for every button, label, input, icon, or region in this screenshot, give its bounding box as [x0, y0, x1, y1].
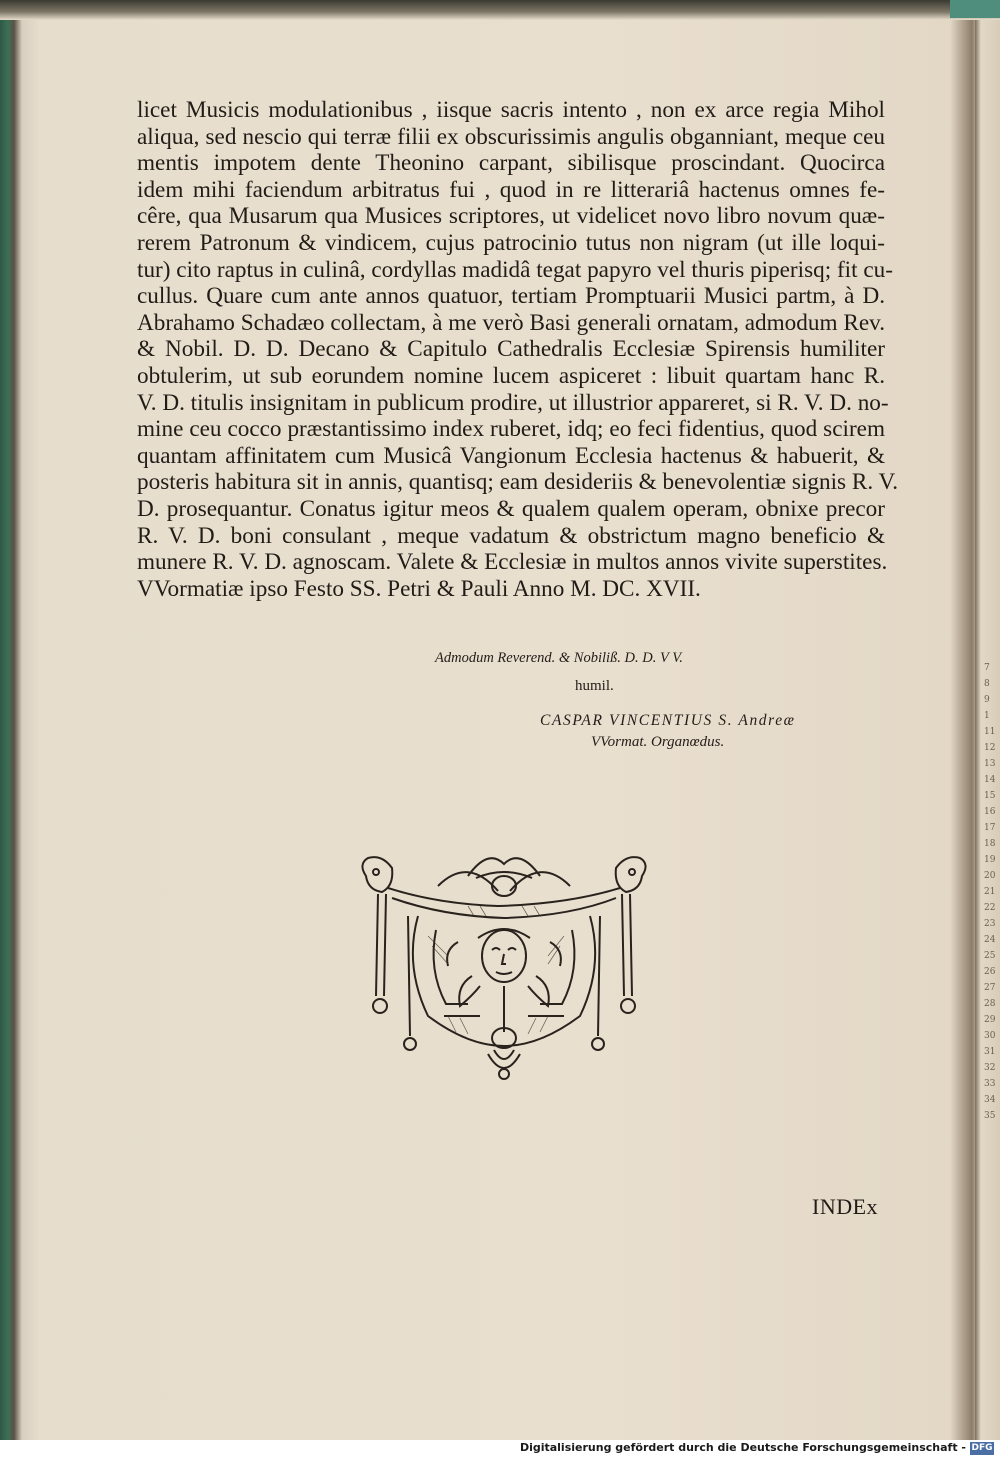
- text-line: rerem Patronum & vindicem, cujus patrocinio tutus non nigram (ut ille loqui-: [137, 229, 885, 256]
- margin-number: 18: [984, 839, 996, 849]
- text-line: obtulerim, ut sub eorundem nomine lucem aspiceret : libuit quartam hanc R.: [137, 362, 885, 389]
- margin-number: 34: [984, 1095, 996, 1105]
- footer-bar: [0, 1440, 1000, 1458]
- margin-number: 12: [984, 743, 996, 753]
- text-line: tur) cito raptus in culinâ, cordyllas madidâ tegat papyro vel thuris piperisq; fit cu-: [137, 256, 893, 283]
- margin-number: 13: [984, 759, 996, 769]
- margin-number: 28: [984, 999, 996, 1009]
- margin-number: 11: [984, 727, 996, 737]
- text-line: quantam affinitatem cum Musicâ Vangionum Ecclesia hactenus & habuerit, &: [137, 442, 885, 469]
- margin-number: 1: [984, 711, 990, 721]
- author-role: VVormat. Organœdus.: [591, 734, 725, 750]
- margin-number: 8: [984, 679, 990, 689]
- text-line: & Nobil. D. D. Decano & Capitulo Cathedralis Ecclesiæ Spirensis humiliter: [137, 336, 885, 363]
- text-line: mine ceu cocco præstantissimo index ruberet, idq; eo feci fidentius, quod scirem: [137, 416, 885, 443]
- margin-number: 16: [984, 807, 996, 817]
- margin-number: 25: [984, 951, 996, 961]
- text-line: munere R. V. D. agnoscam. Valete & Ecclesiæ in multos annos vivite superstites.: [137, 549, 888, 576]
- humil-label: humil.: [575, 678, 614, 694]
- margin-number: 27: [984, 983, 996, 993]
- text-line: cêre, qua Musarum qua Musices scriptores, ut videlicet novo libro novum quæ-: [137, 203, 885, 230]
- next-page-edge: [975, 20, 1000, 1440]
- text-line: idem mihi faciendum arbitratus fui , quod in re litterariâ hactenus omnes fe-: [137, 176, 885, 203]
- margin-number: 29: [984, 1015, 996, 1025]
- margin-number: 9: [984, 695, 990, 705]
- dedication-text: [137, 97, 899, 602]
- text-line: V. D. titulis insignitam in publicum prodire, ut illustrior appareret, si R. V. D. no-: [137, 389, 889, 416]
- text-line: posteris habitura sit in annis, quantisq; eam desideriis & benevolentiæ signis R. V.: [137, 469, 899, 496]
- margin-number: 24: [984, 935, 996, 945]
- text-line-closing: VVormatiæ ipso Festo SS. Petri & Pauli Anno M. DC. XVII.: [137, 575, 701, 602]
- dfg-logo: DFG: [971, 1443, 993, 1453]
- margin-number: 17: [984, 823, 996, 833]
- margin-number: 21: [984, 887, 996, 897]
- margin-number: 33: [984, 1079, 996, 1089]
- margin-number: 32: [984, 1063, 996, 1073]
- margin-number: 23: [984, 919, 996, 929]
- text-line: D. prosequantur. Conatus igitur meos & qualem qualem operam, obnixe precor: [137, 495, 885, 522]
- text-line: aliqua, sed nescio qui terræ filii ex obscurissimis angulis obganniant, meque ceu: [137, 123, 885, 150]
- margin-number: 26: [984, 967, 996, 977]
- text-line: R. V. D. boni consulant , meque vadatum & obstrictum magno beneficio &: [137, 522, 885, 549]
- margin-number: 35: [984, 1111, 996, 1121]
- margin-number: 22: [984, 903, 996, 913]
- text-line: cullus. Quare cum ante annos quatuor, tertiam Promptuarii Musici partm, à D.: [137, 283, 885, 310]
- margin-number: 14: [984, 775, 996, 785]
- catchword: INDEx: [812, 1194, 879, 1219]
- margin-number: 19: [984, 855, 996, 865]
- author-name: CASPAR VINCENTIUS S. Andreæ: [540, 712, 796, 729]
- margin-numbers: [984, 660, 995, 1124]
- margin-number: 31: [984, 1047, 996, 1057]
- page-top-edge: [0, 0, 1000, 20]
- text-line: Abrahamo Schadæo collectam, à me verò Basi generali ornatam, admodum Rev.: [137, 309, 885, 336]
- ornament-woodcut: [348, 846, 660, 1086]
- salutation: Admodum Reverend. & Nobiliß. D. D. V V.: [435, 650, 683, 666]
- text-line: licet Musicis modulationibus , iisque sacris intento , non ex arce regia Mihol: [137, 97, 885, 123]
- margin-number: 7: [984, 663, 990, 673]
- text-line: mentis impotem dente Theonino carpant, sibilisque proscindant. Quocirca: [137, 150, 885, 177]
- margin-number: 15: [984, 791, 996, 801]
- margin-number: 30: [984, 1031, 996, 1041]
- footer-credit: Digitalisierung gefördert durch die Deutsche Forschungsgemeinschaft -: [519, 1441, 966, 1454]
- binding-strip: [950, 0, 1000, 18]
- margin-number: 20: [984, 871, 996, 881]
